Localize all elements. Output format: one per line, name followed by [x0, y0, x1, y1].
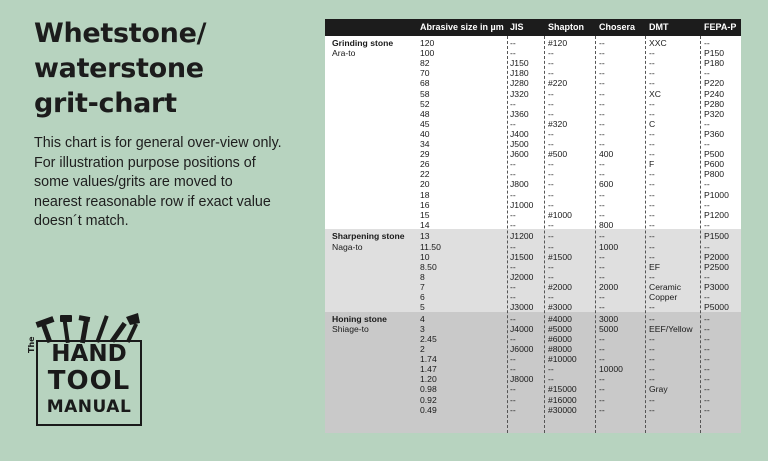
cell-dmt: EF [649, 261, 660, 272]
table-row [325, 231, 741, 241]
cell-size: 1.47 [420, 364, 437, 375]
cell-shapton: -- [548, 199, 554, 210]
cell-fepa-p: P5000 [704, 302, 729, 313]
cell-shapton: -- [548, 241, 554, 252]
cell-fepa-p: -- [704, 344, 710, 354]
cell-jis: -- [510, 394, 516, 405]
cell-size: 13 [420, 231, 430, 242]
table-header [325, 19, 741, 36]
cell-fepa-p: P600 [704, 159, 725, 170]
cell-jis: J180 [510, 68, 529, 79]
cell-fepa-p: P360 [704, 128, 725, 139]
cell-fepa-p: P3000 [704, 281, 729, 292]
header-abrasive-size: Abrasive size in µm [420, 22, 504, 32]
header-chosera: Chosera [599, 22, 636, 32]
cell-shapton: #6000 [548, 333, 572, 344]
header-dmt: DMT [649, 22, 669, 32]
cell-size: 8.50 [420, 261, 437, 272]
cell-shapton: -- [548, 48, 554, 59]
cell-fepa-p: P800 [704, 169, 725, 180]
cell-chosera: 400 [599, 149, 614, 160]
cell-size: 7 [420, 281, 425, 292]
cell-shapton: #10000 [548, 354, 577, 365]
table-row [325, 200, 741, 210]
cell-dmt: -- [649, 231, 655, 242]
cell-fepa-p: -- [704, 384, 710, 395]
table-row [325, 38, 741, 48]
cell-jis: J600 [510, 149, 529, 160]
cell-size: 0.49 [420, 404, 437, 415]
table-row [325, 169, 741, 179]
table-row [325, 159, 741, 169]
cell-shapton: #3000 [548, 302, 572, 313]
cell-chosera: -- [599, 261, 605, 272]
cell-dmt: -- [649, 209, 655, 220]
cell-size: 10 [420, 251, 430, 262]
cell-shapton: #120 [548, 38, 568, 48]
logo-line-hand: HAND [51, 341, 127, 367]
cell-chosera: -- [599, 209, 605, 220]
table-row [325, 99, 741, 109]
cell-chosera: -- [599, 88, 605, 99]
table-row [325, 210, 741, 220]
cell-fepa-p: -- [704, 313, 710, 324]
table-row [325, 405, 741, 415]
cell-chosera: -- [599, 404, 605, 415]
table-row [325, 252, 741, 262]
cell-jis: -- [510, 159, 516, 170]
cell-fepa-p: -- [704, 118, 710, 129]
cell-dmt: C [649, 118, 656, 129]
cell-chosera: -- [599, 169, 605, 180]
cell-size: 70 [420, 68, 430, 79]
header-shapton: Shapton [548, 22, 584, 32]
cell-chosera: -- [599, 118, 605, 129]
cell-size: 1.20 [420, 374, 437, 385]
logo-the: The [27, 336, 36, 353]
cell-fepa-p: -- [704, 364, 710, 375]
cell-dmt: -- [649, 48, 655, 59]
title-line: Whetstone/ [34, 18, 207, 49]
title-line: waterstone [34, 53, 204, 84]
cell-dmt: -- [649, 68, 655, 79]
logo-line-tool: TOOL [47, 366, 131, 396]
cell-chosera: -- [599, 48, 605, 59]
table-row [325, 314, 741, 324]
cell-dmt: -- [649, 404, 655, 415]
page-title [34, 16, 294, 121]
cell-jis: J8000 [510, 374, 534, 385]
cell-size: 5 [420, 302, 425, 313]
cell-shapton: -- [548, 189, 554, 200]
table-row [325, 89, 741, 99]
cell-shapton: #30000 [548, 404, 577, 415]
cell-jis: -- [510, 48, 516, 59]
cell-shapton: #2000 [548, 281, 572, 292]
cell-jis: J2000 [510, 271, 534, 282]
cell-jis: J150 [510, 58, 529, 69]
cell-dmt: F [649, 159, 655, 170]
cell-jis: J3000 [510, 302, 534, 313]
cell-dmt: -- [649, 78, 655, 89]
table-row [325, 374, 741, 384]
cell-jis: J500 [510, 139, 529, 149]
cell-dmt: -- [649, 313, 655, 324]
cell-chosera: 5000 [599, 323, 619, 334]
cell-chosera: 2000 [599, 281, 619, 292]
cell-jis: -- [510, 281, 516, 292]
cell-chosera: 3000 [599, 313, 619, 324]
cell-size: 3 [420, 323, 425, 334]
cell-fepa-p: P2500 [704, 261, 729, 272]
cell-chosera: -- [599, 199, 605, 210]
group-subtitle: Ara-to [332, 48, 356, 59]
cell-chosera: -- [599, 374, 605, 385]
cell-fepa-p: P1000 [704, 189, 729, 200]
cell-fepa-p: P2000 [704, 251, 729, 262]
cell-jis: -- [510, 333, 516, 344]
cell-size: 16 [420, 199, 430, 210]
cell-shapton: -- [548, 231, 554, 242]
cell-chosera: -- [599, 78, 605, 89]
cell-jis: -- [510, 313, 516, 324]
group-name: Sharpening stone [332, 231, 405, 242]
cell-size: 100 [420, 48, 435, 59]
cell-shapton: -- [548, 292, 554, 302]
cell-chosera: -- [599, 292, 605, 302]
cell-shapton: -- [548, 98, 554, 109]
cell-fepa-p: -- [704, 241, 710, 252]
table-row [325, 282, 741, 292]
logo-line-manual: MANUAL [46, 397, 132, 417]
cell-size: 68 [420, 78, 430, 89]
header-jis: JIS [510, 22, 524, 32]
cell-fepa-p: -- [704, 354, 710, 365]
table-row [325, 262, 741, 272]
cell-shapton: #16000 [548, 394, 577, 405]
table-row [325, 384, 741, 394]
cell-fepa-p: -- [704, 333, 710, 344]
cell-chosera: -- [599, 108, 605, 119]
cell-chosera: -- [599, 159, 605, 170]
cell-dmt: -- [649, 139, 655, 149]
cell-dmt: Gray [649, 384, 668, 395]
grit-chart-table [325, 19, 741, 433]
cell-jis: J360 [510, 108, 529, 119]
cell-fepa-p: -- [704, 179, 710, 190]
cell-jis: J1200 [510, 231, 534, 242]
cell-size: 20 [420, 179, 430, 190]
table-row [325, 395, 741, 405]
cell-size: 0.98 [420, 384, 437, 395]
cell-fepa-p: -- [704, 38, 710, 48]
cell-size: 26 [420, 159, 430, 170]
cell-dmt: XXC [649, 38, 667, 48]
cell-dmt: -- [649, 189, 655, 200]
cell-jis: J400 [510, 128, 529, 139]
cell-size: 11.50 [420, 241, 441, 252]
cell-jis: J4000 [510, 323, 534, 334]
cell-size: 2 [420, 344, 425, 354]
cell-shapton: -- [548, 364, 554, 375]
cell-jis: J800 [510, 179, 529, 190]
cell-fepa-p: P280 [704, 98, 725, 109]
cell-chosera: 1000 [599, 241, 619, 252]
cell-shapton: #4000 [548, 313, 572, 324]
cell-chosera: -- [599, 251, 605, 262]
cell-chosera: -- [599, 354, 605, 365]
table-row [325, 190, 741, 200]
cell-dmt: XC [649, 88, 661, 99]
cell-jis: -- [510, 404, 516, 415]
group-name: Honing stone [332, 313, 387, 324]
cell-jis: -- [510, 98, 516, 109]
cell-size: 15 [420, 209, 430, 220]
cell-shapton: -- [548, 179, 554, 190]
cell-dmt: Ceramic [649, 281, 681, 292]
group-name: Grinding stone [332, 38, 394, 48]
cell-dmt: -- [649, 302, 655, 313]
cell-fepa-p: P320 [704, 108, 725, 119]
cell-dmt: -- [649, 58, 655, 69]
cell-dmt: -- [649, 98, 655, 109]
cell-dmt: -- [649, 149, 655, 160]
cell-chosera: 10000 [599, 364, 623, 375]
cell-jis: J6000 [510, 344, 534, 354]
cell-jis: -- [510, 384, 516, 395]
cell-chosera: -- [599, 384, 605, 395]
cell-shapton: -- [548, 159, 554, 170]
cell-jis: -- [510, 261, 516, 272]
cell-fepa-p: -- [704, 199, 710, 210]
table-row [325, 68, 741, 78]
cell-size: 18 [420, 189, 430, 200]
cell-size: 34 [420, 139, 430, 149]
cell-shapton: -- [548, 88, 554, 99]
cell-dmt: -- [649, 241, 655, 252]
cell-jis: -- [510, 354, 516, 365]
header-fepa-p: FEPA-P [704, 22, 737, 32]
cell-chosera: -- [599, 333, 605, 344]
table-row [325, 78, 741, 88]
cell-dmt: -- [649, 169, 655, 180]
cell-jis: -- [510, 292, 516, 302]
table-row [325, 242, 741, 252]
cell-size: 120 [420, 38, 435, 48]
cell-dmt: -- [649, 251, 655, 262]
table-row [325, 292, 741, 302]
cell-shapton: -- [548, 271, 554, 282]
cell-jis: -- [510, 219, 516, 230]
cell-shapton: #220 [548, 78, 568, 89]
cell-shapton: -- [548, 58, 554, 69]
cell-shapton: #1500 [548, 251, 572, 262]
cell-jis: -- [510, 241, 516, 252]
cell-shapton: #5000 [548, 323, 572, 334]
cell-shapton: -- [548, 68, 554, 79]
cell-jis: -- [510, 118, 516, 129]
table-row [325, 324, 741, 334]
table-row [325, 149, 741, 159]
cell-dmt: -- [649, 108, 655, 119]
table-row [325, 354, 741, 364]
cell-chosera: -- [599, 394, 605, 405]
cell-shapton: #8000 [548, 344, 572, 354]
cell-chosera: -- [599, 344, 605, 354]
chart-description: This chart is for general over-view only. For illustration purpose positions of some values/grits are moved to nearest reasonable row if exact value doesn´t match. [34, 135, 282, 230]
cell-dmt: -- [649, 354, 655, 365]
cell-fepa-p: P1500 [704, 231, 729, 242]
table-row [325, 48, 741, 58]
cell-chosera: -- [599, 271, 605, 282]
cell-chosera: -- [599, 98, 605, 109]
cell-jis: -- [510, 169, 516, 180]
cell-jis: J1000 [510, 199, 534, 210]
cell-size: 0.92 [420, 394, 437, 405]
group-subtitle: Shiage-to [332, 323, 369, 334]
cell-jis: J280 [510, 78, 529, 89]
table-row [325, 344, 741, 354]
cell-size: 6 [420, 292, 425, 302]
cell-chosera: -- [599, 189, 605, 200]
cell-size: 82 [420, 58, 430, 69]
cell-shapton: -- [548, 169, 554, 180]
cell-dmt: -- [649, 394, 655, 405]
cell-shapton: -- [548, 374, 554, 385]
cell-dmt: -- [649, 374, 655, 385]
cell-fepa-p: P240 [704, 88, 725, 99]
table-row [325, 364, 741, 374]
cell-chosera: -- [599, 231, 605, 242]
cell-size: 4 [420, 313, 425, 324]
cell-shapton: -- [548, 108, 554, 119]
cell-size: 45 [420, 118, 430, 129]
cell-shapton: -- [548, 139, 554, 149]
cell-chosera: -- [599, 38, 605, 48]
cell-size: 8 [420, 271, 425, 282]
cell-fepa-p: P500 [704, 149, 725, 160]
cell-dmt: -- [649, 128, 655, 139]
cell-dmt: EEF/Yellow [649, 323, 693, 334]
table-row [325, 129, 741, 139]
cell-fepa-p: -- [704, 404, 710, 415]
cell-chosera: -- [599, 58, 605, 69]
cell-size: 40 [420, 128, 430, 139]
cell-jis: J1500 [510, 251, 534, 262]
cell-dmt: -- [649, 364, 655, 375]
cell-shapton: #320 [548, 118, 568, 129]
cell-size: 2.45 [420, 333, 437, 344]
cell-fepa-p: -- [704, 394, 710, 405]
table-row [325, 334, 741, 344]
table-row [325, 139, 741, 149]
cell-dmt: -- [649, 271, 655, 282]
cell-dmt: Copper [649, 292, 678, 302]
cell-fepa-p: -- [704, 68, 710, 79]
cell-size: 1.74 [420, 354, 437, 365]
cell-dmt: -- [649, 219, 655, 230]
cell-chosera: -- [599, 139, 605, 149]
cell-size: 22 [420, 169, 430, 180]
cell-shapton: #1000 [548, 209, 572, 220]
table-row [325, 119, 741, 129]
cell-fepa-p: -- [704, 271, 710, 282]
cell-size: 14 [420, 219, 430, 230]
cell-fepa-p: -- [704, 374, 710, 385]
cell-chosera: 800 [599, 219, 614, 230]
cell-chosera: -- [599, 68, 605, 79]
table-row [325, 302, 741, 312]
cell-size: 29 [420, 149, 430, 160]
cell-shapton: -- [548, 128, 554, 139]
table-row [325, 58, 741, 68]
cell-chosera: 600 [599, 179, 614, 190]
cell-shapton: #15000 [548, 384, 577, 395]
cell-jis: J320 [510, 88, 529, 99]
cell-fepa-p: P1200 [704, 209, 729, 220]
table-row [325, 220, 741, 230]
cell-shapton: -- [548, 219, 554, 230]
cell-jis: -- [510, 38, 516, 48]
cell-dmt: -- [649, 333, 655, 344]
cell-size: 58 [420, 88, 430, 99]
cell-fepa-p: P150 [704, 48, 725, 59]
table-row [325, 272, 741, 282]
cell-size: 52 [420, 98, 430, 109]
cell-fepa-p: -- [704, 292, 710, 302]
cell-fepa-p: -- [704, 323, 710, 334]
cell-shapton: -- [548, 261, 554, 272]
cell-chosera: -- [599, 302, 605, 313]
cell-fepa-p: -- [704, 139, 710, 149]
table-row [325, 179, 741, 189]
cell-dmt: -- [649, 199, 655, 210]
group-subtitle: Naga-to [332, 241, 363, 252]
cell-chosera: -- [599, 128, 605, 139]
cell-jis: -- [510, 364, 516, 375]
cell-size: 48 [420, 108, 430, 119]
cell-jis: -- [510, 189, 516, 200]
cell-shapton: #500 [548, 149, 568, 160]
title-line: grit-chart [34, 88, 177, 119]
cell-fepa-p: P220 [704, 78, 725, 89]
cell-fepa-p: P180 [704, 58, 725, 69]
cell-fepa-p: -- [704, 219, 710, 230]
cell-dmt: -- [649, 179, 655, 190]
table-row [325, 109, 741, 119]
cell-dmt: -- [649, 344, 655, 354]
cell-jis: -- [510, 209, 516, 220]
hand-tool-manual-logo [27, 313, 148, 433]
